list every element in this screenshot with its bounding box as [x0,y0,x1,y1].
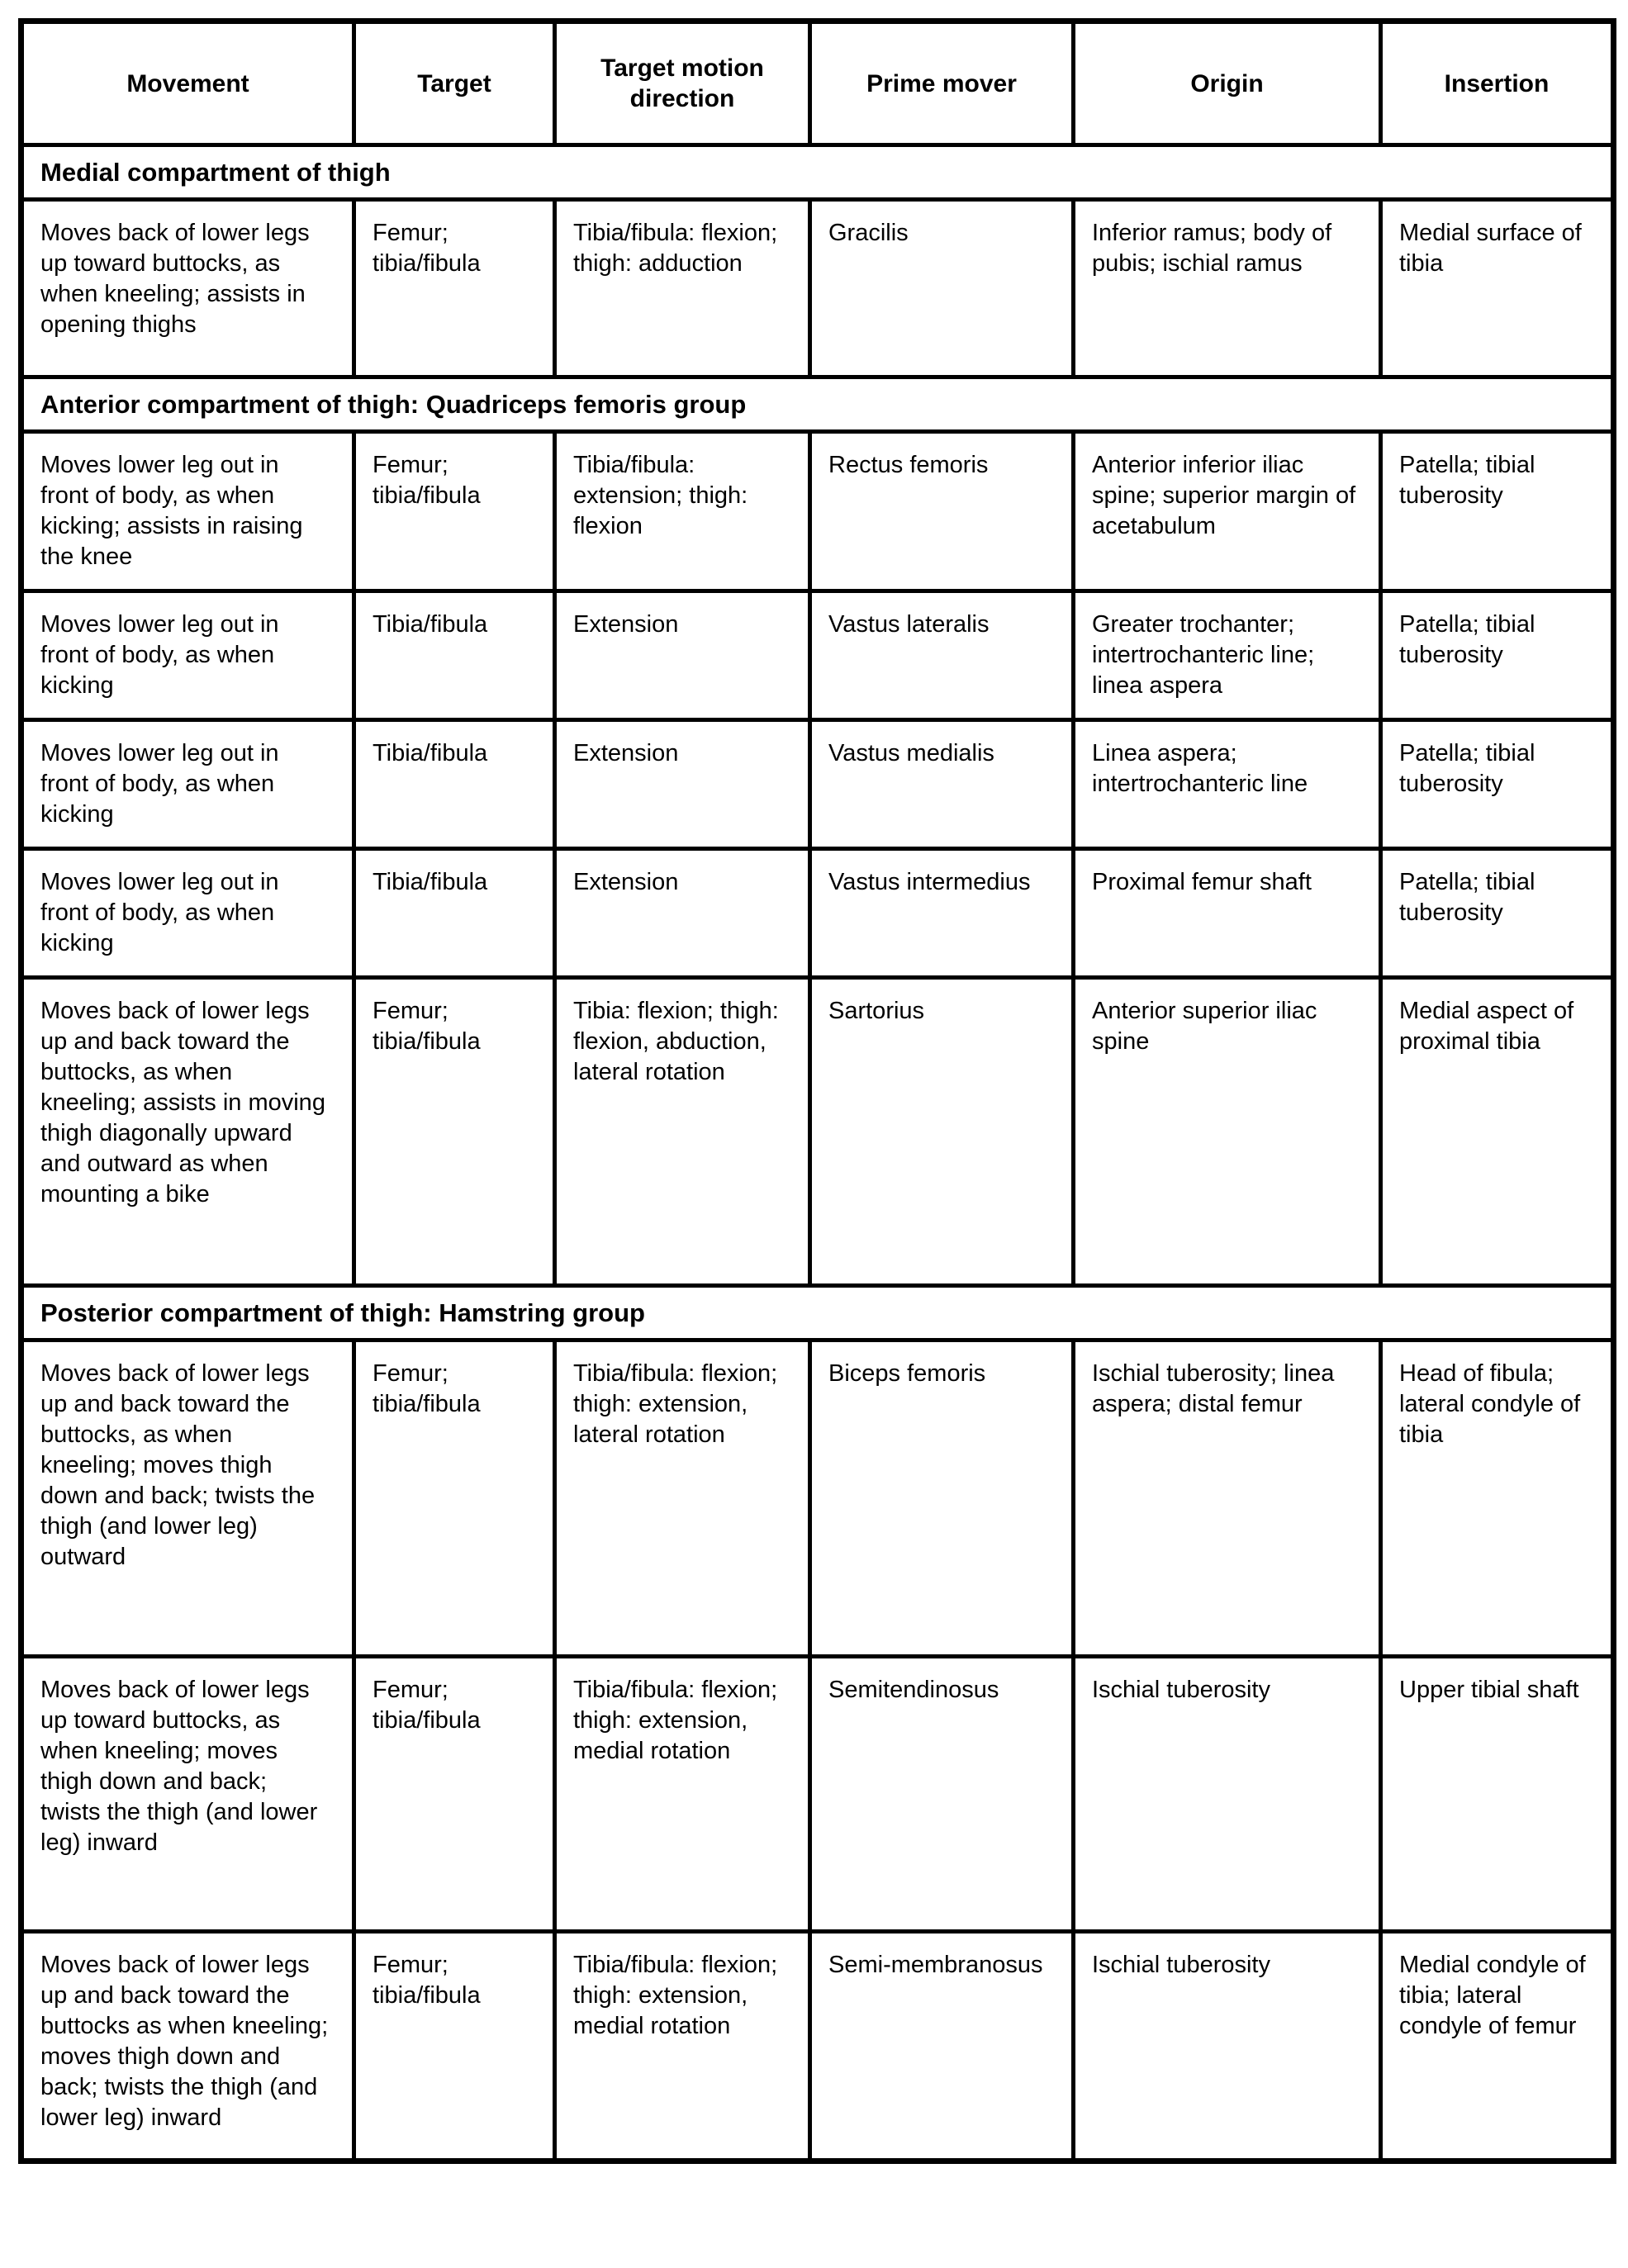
table-row [21,432,1614,591]
cell-target: Tibia/fibula [354,591,555,720]
table-row [21,591,1614,720]
cell-prime-mover: Biceps femoris [810,1340,1074,1657]
cell-origin: Inferior ramus; body of pubis; ischial ramus [1074,200,1381,377]
cell-target: Femur; tibia/fibula [354,200,555,377]
cell-target-motion-direction: Extension [555,720,810,849]
cell-movement: Moves back of lower legs up and back toward the buttocks, as when kneeling; moves thigh down and back; twists the thigh (and lower leg) outward [21,1340,354,1657]
section-title: Medial compartment of thigh [21,145,1614,200]
cell-prime-mover: Semitendinosus [810,1657,1074,1932]
column-header-target-motion-direction: Target motion direction [555,21,810,145]
cell-target: Tibia/fibula [354,849,555,978]
cell-insertion: Upper tibial shaft [1381,1657,1614,1932]
cell-target: Femur; tibia/fibula [354,1340,555,1657]
cell-prime-mover: Gracilis [810,200,1074,377]
cell-target: Tibia/fibula [354,720,555,849]
table-row [21,1657,1614,1932]
table-row [21,849,1614,978]
cell-target: Femur; tibia/fibula [354,432,555,591]
cell-movement: Moves lower leg out in front of body, as when kicking; assists in raising the knee [21,432,354,591]
column-header-prime-mover: Prime mover [810,21,1074,145]
cell-origin: Anterior superior iliac spine [1074,978,1381,1286]
cell-origin: Anterior inferior iliac spine; superior margin of acetabulum [1074,432,1381,591]
section-title: Posterior compartment of thigh: Hamstring group [21,1286,1614,1340]
cell-prime-mover: Sartorius [810,978,1074,1286]
column-header-origin: Origin [1074,21,1381,145]
cell-origin: Ischial tuberosity [1074,1932,1381,2161]
cell-target: Femur; tibia/fibula [354,978,555,1286]
cell-insertion: Medial surface of tibia [1381,200,1614,377]
cell-origin: Ischial tuberosity; linea aspera; distal femur [1074,1340,1381,1657]
cell-origin: Greater trochanter; intertrochanteric line; linea aspera [1074,591,1381,720]
cell-insertion: Patella; tibial tuberosity [1381,720,1614,849]
cell-insertion: Medial condyle of tibia; lateral condyle of femur [1381,1932,1614,2161]
cell-target-motion-direction: Extension [555,591,810,720]
cell-insertion: Patella; tibial tuberosity [1381,432,1614,591]
table-row [21,1932,1614,2161]
cell-target-motion-direction: Tibia/fibula: flexion; thigh: extension, medial rotation [555,1932,810,2161]
section-header-row [21,1286,1614,1340]
cell-movement: Moves back of lower legs up toward buttocks, as when kneeling; moves thigh down and back; twists the thigh (and lower leg) inward [21,1657,354,1932]
cell-prime-mover: Rectus femoris [810,432,1074,591]
column-header-insertion: Insertion [1381,21,1614,145]
cell-movement: Moves lower leg out in front of body, as when kicking [21,720,354,849]
column-header-target: Target [354,21,555,145]
cell-target-motion-direction: Tibia/fibula: flexion; thigh: adduction [555,200,810,377]
header-row [21,21,1614,145]
cell-movement: Moves back of lower legs up and back toward the buttocks, as when kneeling; assists in moving thigh diagonally upward and outward as when mounting a bike [21,978,354,1286]
cell-target-motion-direction: Tibia/fibula: flexion; thigh: extension, medial rotation [555,1657,810,1932]
cell-origin: Proximal femur shaft [1074,849,1381,978]
cell-prime-mover: Vastus intermedius [810,849,1074,978]
cell-origin: Ischial tuberosity [1074,1657,1381,1932]
cell-target-motion-direction: Tibia/fibula: flexion; thigh: extension, lateral rotation [555,1340,810,1657]
cell-target: Femur; tibia/fibula [354,1657,555,1932]
cell-insertion: Medial aspect of proximal tibia [1381,978,1614,1286]
column-header-movement: Movement [21,21,354,145]
table-row [21,1340,1614,1657]
cell-movement: Moves back of lower legs up and back toward the buttocks as when kneeling; moves thigh down and back; twists the thigh (and lower leg) inward [21,1932,354,2161]
cell-insertion: Head of fibula; lateral condyle of tibia [1381,1340,1614,1657]
cell-prime-mover: Vastus medialis [810,720,1074,849]
cell-movement: Moves back of lower legs up toward buttocks, as when kneeling; assists in opening thighs [21,200,354,377]
cell-target-motion-direction: Extension [555,849,810,978]
cell-target-motion-direction: Tibia: flexion; thigh: flexion, abduction, lateral rotation [555,978,810,1286]
cell-prime-mover: Semi-membranosus [810,1932,1074,2161]
cell-insertion: Patella; tibial tuberosity [1381,849,1614,978]
cell-prime-mover: Vastus lateralis [810,591,1074,720]
table-body [21,145,1614,2161]
section-title: Anterior compartment of thigh: Quadriceps femoris group [21,377,1614,432]
cell-origin: Linea aspera; intertrochanteric line [1074,720,1381,849]
cell-movement: Moves lower leg out in front of body, as when kicking [21,849,354,978]
table-row [21,978,1614,1286]
table-row [21,200,1614,377]
thigh-muscles-table [18,18,1616,2164]
section-header-row [21,377,1614,432]
section-header-row [21,145,1614,200]
cell-target-motion-direction: Tibia/fibula: extension; thigh: flexion [555,432,810,591]
cell-insertion: Patella; tibial tuberosity [1381,591,1614,720]
cell-movement: Moves lower leg out in front of body, as when kicking [21,591,354,720]
cell-target: Femur; tibia/fibula [354,1932,555,2161]
table-row [21,720,1614,849]
